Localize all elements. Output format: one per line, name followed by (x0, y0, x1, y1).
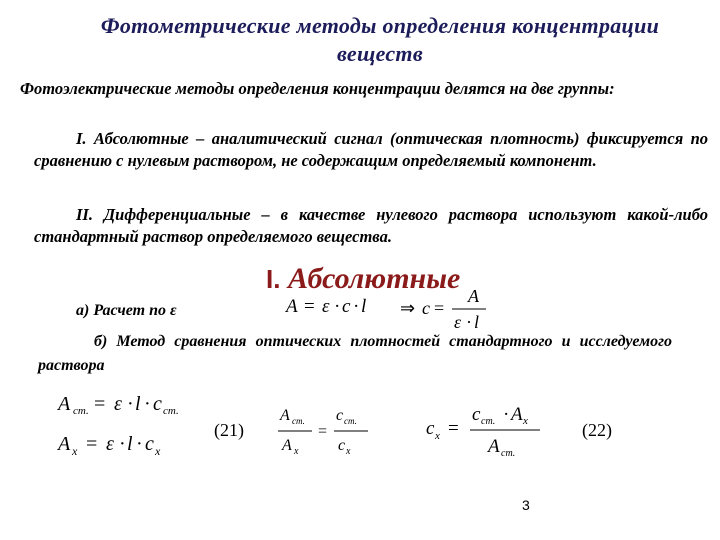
formula-token: · (353, 296, 360, 317)
formula-token: = (94, 393, 106, 415)
intro-paragraph: Фотоэлектрические методы определения концентрации делятся на две группы: (20, 79, 615, 98)
svg-text:c x = c ст. (426, 404, 533, 459)
formula-token: · (503, 404, 510, 425)
formula-token: · (136, 433, 143, 455)
formula-token: = (448, 418, 459, 439)
method-b-paragraph: б) Метод сравнения оптических плотностей стандартного и исследуемого раствора (38, 333, 672, 374)
method-a-label: а) Расчет по ε (76, 302, 177, 319)
formula-token: ε (106, 433, 114, 455)
formula-token: ст. (344, 416, 357, 426)
formula-token: ст. (73, 405, 89, 417)
formula-token: c (472, 404, 481, 425)
formula-token: = (304, 296, 315, 317)
formula-token: A (58, 433, 70, 455)
svg-text:A x = ε · (56, 433, 161, 460)
slide-title: Фотометрические методы определения концентрации веществ (100, 13, 660, 66)
formula-token: · (144, 393, 151, 415)
section-number: I. (266, 264, 281, 294)
ratio-equation (272, 398, 382, 462)
formula-token: l (361, 296, 367, 317)
formula-token: · (127, 393, 134, 415)
formula-token: · (334, 296, 341, 317)
absorbance-equations (52, 384, 212, 464)
svg-text:A = ε · c (284, 296, 366, 317)
svg-text:A ст. A x = (279, 407, 361, 458)
beer-law-formula (282, 284, 512, 334)
item-differential: II. Дифференциальные – в качестве нулевого раствора используют какой-либо стандартный раствор определяемого вещества. (34, 205, 708, 246)
concentration-result-equation (416, 396, 556, 462)
formula-token: c (342, 296, 351, 317)
formula-token: x (72, 444, 78, 458)
formula-token: x (346, 446, 351, 457)
svg-text:A ст. = ε · (56, 393, 179, 419)
formula-token: l (474, 312, 480, 332)
formula-token: c (336, 407, 344, 424)
formula-token: A (282, 437, 292, 454)
formula-token: ⇒ (400, 298, 416, 318)
formula-token: A (58, 393, 70, 415)
formula-token: l (127, 433, 133, 455)
formula-token: A (286, 296, 298, 317)
formula-token: = (318, 423, 328, 440)
formula-token: · (466, 312, 472, 332)
formula-token: x (523, 415, 528, 427)
formula-token: c (145, 433, 154, 455)
formula-token: A (280, 407, 290, 424)
page-number: 3 (522, 497, 530, 513)
equation-21-label: (21) (214, 420, 244, 440)
formula-token: ε (454, 312, 462, 332)
equation-22-label: (22) (582, 420, 612, 440)
formula-token: x (435, 430, 440, 442)
formula-token: ε (322, 296, 330, 317)
formula-token: l (135, 393, 141, 415)
formula-token: ε (114, 393, 122, 415)
formula-token: ст. (501, 448, 516, 459)
formula-token: = (86, 433, 98, 455)
formula-token: A (488, 436, 500, 457)
formula-token: ст. (163, 405, 179, 417)
item-absolute: I. Абсолютные – аналитический сигнал (оптическая плотность) фиксируется по сравнению с нулевым раствором, не содержащим определяемый компонент. (34, 129, 708, 170)
formula-token: · (119, 433, 126, 455)
formula-token: = (434, 298, 445, 318)
formula-token: c (153, 393, 162, 415)
formula-token: x (294, 446, 299, 457)
section-title: Абсолютные (287, 262, 461, 295)
formula-token: c (422, 298, 430, 318)
formula-token: ст. (292, 416, 305, 426)
formula-token: A (468, 286, 479, 306)
formula-token: x (155, 444, 161, 458)
formula-token: c (426, 418, 435, 439)
formula-token: ст. (481, 416, 496, 427)
formula-token: c (338, 437, 346, 454)
formula-token: A (511, 404, 523, 425)
